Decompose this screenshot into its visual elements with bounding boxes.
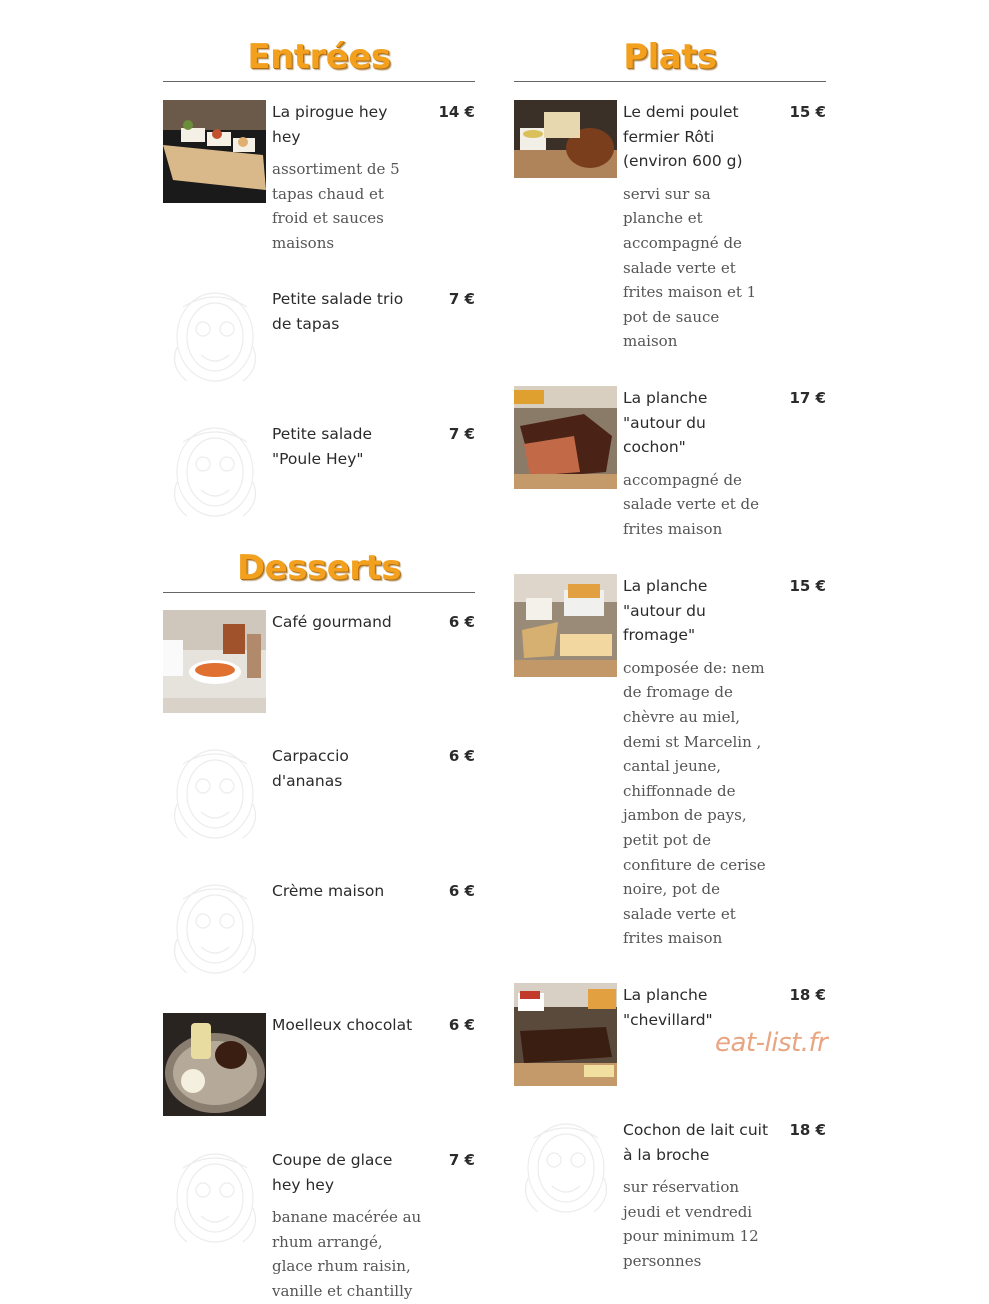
dish-name: Le demi poulet fermier Rôti (environ 600 g) <box>623 103 743 171</box>
dish-name: La planche "chevillard" <box>623 986 713 1029</box>
menu-item-planche-cochon <box>514 386 826 542</box>
menu-item-body <box>272 744 475 793</box>
menu-item-body <box>272 287 475 336</box>
menu-item-body <box>623 386 826 542</box>
dish-photo <box>163 1013 266 1116</box>
menu-item-creme-maison <box>163 879 475 904</box>
dish-description: sur réservation jeudi et vendredi pour minimum 12 personnes <box>623 1178 759 1270</box>
menu-item-body <box>272 610 475 635</box>
logo-placeholder-icon <box>163 744 266 847</box>
dish-price: 7 € <box>448 425 475 443</box>
menu-item-demi-poulet <box>514 100 826 354</box>
dish-name: Carpaccio d'ananas <box>272 747 349 790</box>
logo-placeholder-icon <box>163 287 266 390</box>
logo-placeholder-icon <box>514 1118 617 1221</box>
logo-placeholder-icon <box>163 879 266 982</box>
menu-item-petite-salade-poule-hey <box>163 422 475 471</box>
menu-item-body <box>272 422 475 471</box>
dish-price: 7 € <box>448 290 475 308</box>
menu-item-body <box>623 100 826 354</box>
dish-name: Café gourmand <box>272 613 392 631</box>
section-title-plats: Plats <box>514 40 826 82</box>
menu-item-cochon-de-lait <box>514 1118 826 1274</box>
section-title-entrees: Entrées <box>163 40 475 82</box>
dish-description: accompagné de salade verte et de frites maison <box>623 470 759 538</box>
menu-item-body <box>623 1118 826 1274</box>
menu-item-body <box>623 574 826 951</box>
dish-description: banane macérée au rhum arrangé, glace rhum raisin, vanille et chantilly <box>272 1208 422 1300</box>
menu-item-body <box>272 100 475 256</box>
dish-photo <box>514 386 617 489</box>
dish-name: Coupe de glace hey hey <box>272 1151 393 1194</box>
dish-name: La planche "autour du cochon" <box>623 389 708 457</box>
dish-description: servi sur sa planche et accompagné de salade verte et frites maison et 1 pot de sauce maison <box>623 184 757 351</box>
dish-name: Petite salade "Poule Hey" <box>272 425 373 468</box>
watermark-text: eat-list.fr <box>715 1028 828 1058</box>
menu-item-cafe-gourmand <box>163 610 475 635</box>
dish-name: Cochon de lait cuit à la broche <box>623 1121 769 1164</box>
menu-item-coupe-de-glace <box>163 1148 475 1304</box>
dish-price: 15 € <box>789 103 826 121</box>
dish-price: 6 € <box>448 613 475 631</box>
menu-item-body <box>623 983 826 1032</box>
menu-item-petite-salade-trio <box>163 287 475 336</box>
menu-item-body <box>272 879 475 904</box>
dish-name: La pirogue hey hey <box>272 103 388 146</box>
dish-price: 6 € <box>448 1016 475 1034</box>
menu-item-la-pirogue <box>163 100 475 256</box>
logo-placeholder-icon <box>163 1148 266 1251</box>
dish-description: composée de: nem de fromage de chèvre au miel, demi st Marcelin , cantal jeune, chiffonnade de jambon de pays, petit pot de confiture de cerise noire, pot de salade verte et frites maison <box>623 658 766 948</box>
menu-item-planche-chevillard <box>514 983 826 1032</box>
dish-name: La planche "autour du fromage" <box>623 577 708 645</box>
dish-name: Crème maison <box>272 882 385 900</box>
section-desserts <box>163 548 475 609</box>
dish-name: Moelleux chocolat <box>272 1016 413 1034</box>
dish-price: 15 € <box>789 577 826 595</box>
section-plats <box>514 37 826 98</box>
dish-price: 17 € <box>789 389 826 407</box>
dish-price: 18 € <box>789 1121 826 1139</box>
menu-item-carpaccio-ananas <box>163 744 475 793</box>
menu-item-body <box>272 1013 475 1038</box>
menu-item-moelleux-chocolat <box>163 1013 475 1038</box>
dish-price: 7 € <box>448 1151 475 1169</box>
dish-description: assortiment de 5 tapas chaud et froid et sauces maisons <box>272 160 400 252</box>
dish-photo <box>514 574 617 677</box>
dish-photo <box>514 983 617 1086</box>
menu-item-body <box>272 1148 475 1304</box>
menu-item-planche-fromage <box>514 574 826 951</box>
dish-price: 6 € <box>448 747 475 765</box>
dish-price: 18 € <box>789 986 826 1004</box>
logo-placeholder-icon <box>163 422 266 525</box>
dish-price: 6 € <box>448 882 475 900</box>
dish-price: 14 € <box>438 103 475 121</box>
dish-photo <box>163 610 266 713</box>
section-title-desserts: Desserts <box>163 551 475 593</box>
dish-photo <box>163 100 266 203</box>
section-entrees <box>163 37 475 98</box>
dish-name: Petite salade trio de tapas <box>272 290 404 333</box>
dish-photo <box>514 100 617 178</box>
